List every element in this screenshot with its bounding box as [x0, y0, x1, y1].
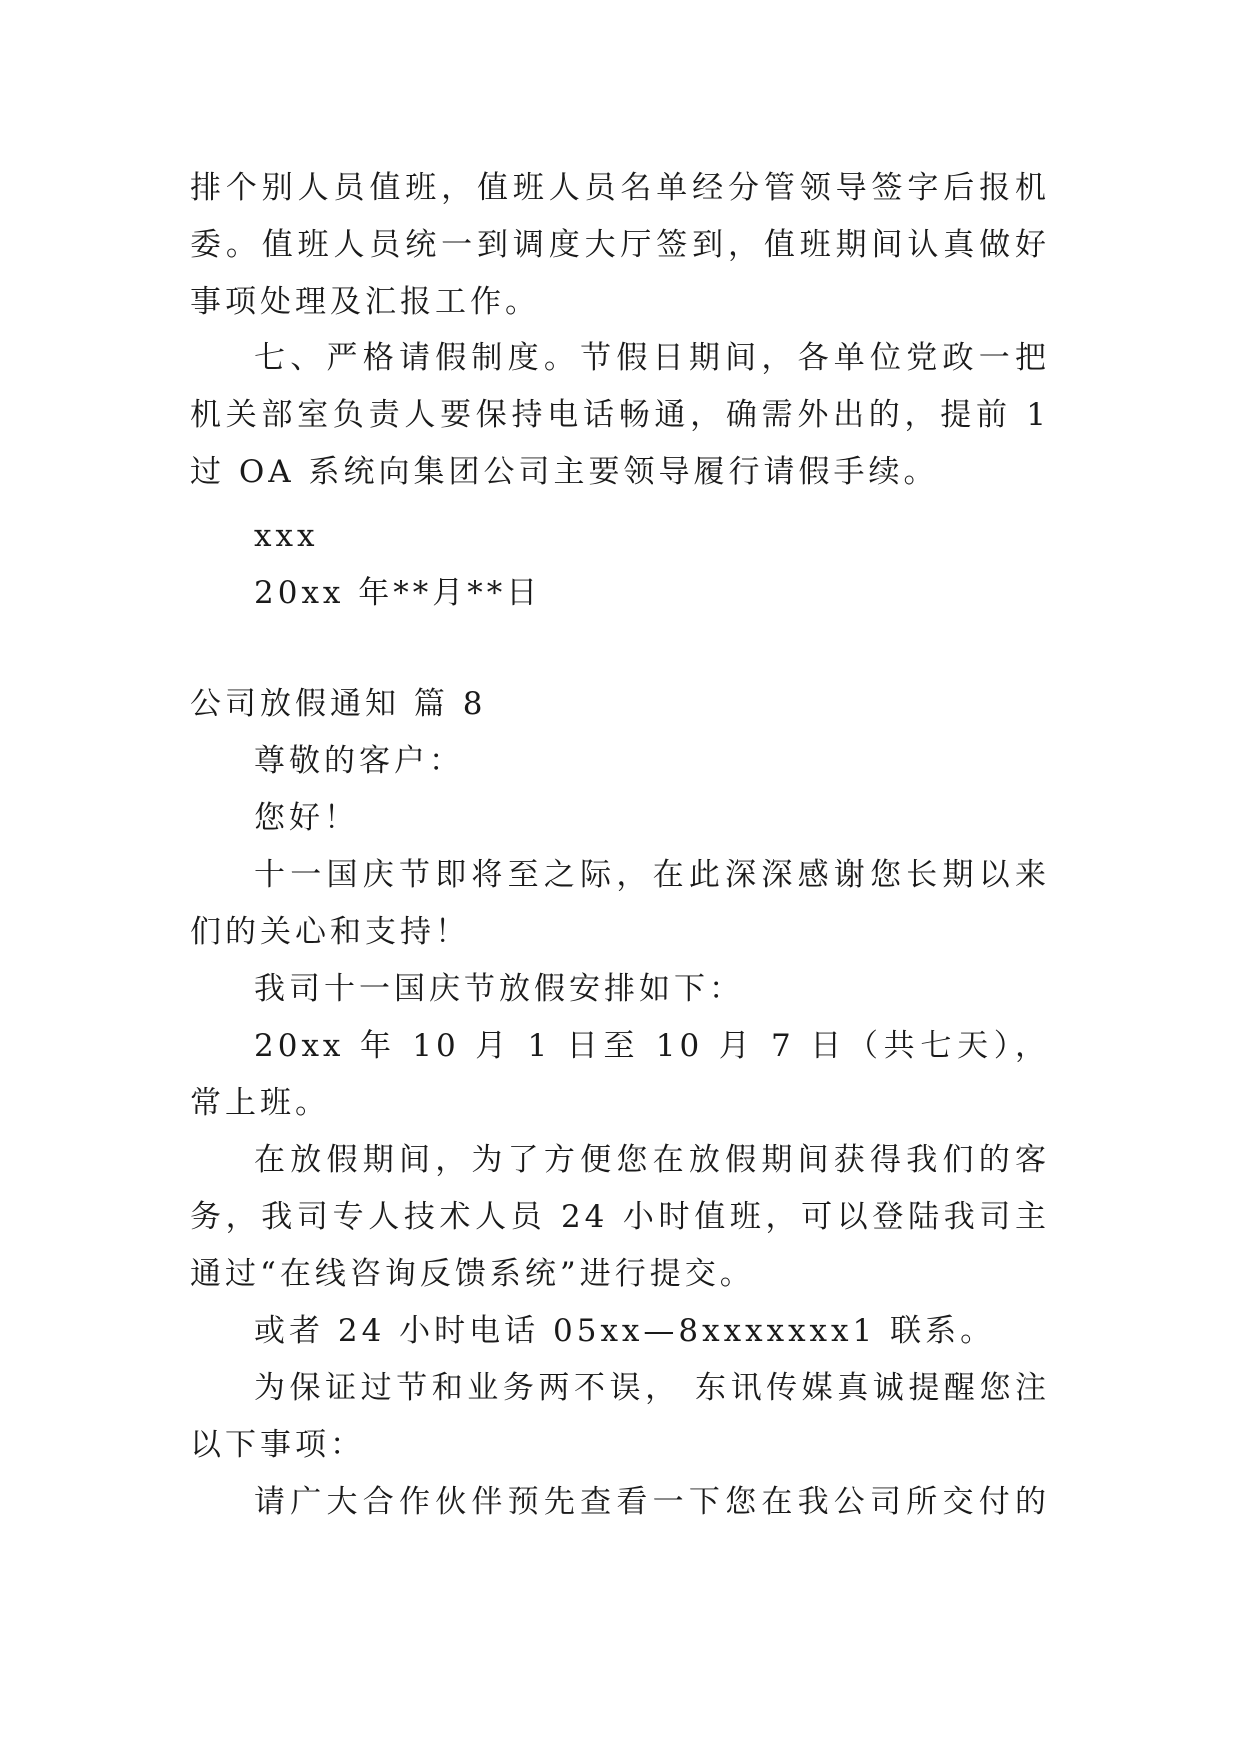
- text-line: 常上班。: [190, 1085, 330, 1121]
- text-line: 七、严格请假制度。节假日期间，各单位党政一把: [254, 340, 1050, 376]
- text-line: 我司十一国庆节放假安排如下：: [254, 971, 744, 1007]
- text-line: 在放假期间，为了方便您在放假期间获得我们的客: [254, 1142, 1050, 1178]
- text-line: 排个别人员值班，值班人员名单经分管领导签字后报机: [190, 170, 1050, 206]
- signature-date: 20xx 年**月**日: [254, 575, 542, 611]
- text-line: 十一国庆节即将至之际，在此深深感谢您长期以来: [254, 857, 1050, 893]
- text-line: 机关部室负责人要保持电话畅通，确需外出的，提前 1: [190, 397, 1050, 433]
- text-line: 请广大合作伙伴预先查看一下您在我公司所交付的: [254, 1484, 1050, 1520]
- section-title: 公司放假通知 篇 8: [190, 686, 487, 722]
- signature-block: [190, 508, 1050, 622]
- text-line: 为保证过节和业务两不误， 东讯传媒真诚提醒您注: [254, 1370, 1050, 1406]
- item-seven-paragraph: [190, 330, 1050, 501]
- greeting: 您好！: [254, 800, 359, 836]
- notice-section-8: [190, 676, 1050, 1531]
- text-line: 通过“在线咨询反馈系统”进行提交。: [190, 1256, 755, 1292]
- text-line: 过 OA 系统向集团公司主要领导履行请假手续。: [190, 454, 939, 490]
- text-line: 委。值班人员统一到调度大厅签到，值班期间认真做好: [190, 227, 1050, 263]
- text-line: 务，我司专人技术人员 24 小时值班，可以登陆我司主: [190, 1199, 1050, 1235]
- salutation: 尊敬的客户：: [254, 743, 464, 779]
- text-line: 们的关心和支持！: [190, 914, 470, 950]
- text-line: 或者 24 小时电话 05xx—8xxxxxxx1 联系。: [254, 1313, 996, 1349]
- text-line: 以下事项：: [190, 1427, 365, 1463]
- text-line: 事项处理及汇报工作。: [190, 284, 540, 320]
- signature: xxx: [254, 518, 319, 554]
- text-line: 20xx 年 10 月 1 日至 10 月 7 日（共七天），: [254, 1028, 1050, 1064]
- previous-section-paragraph: [190, 160, 1050, 331]
